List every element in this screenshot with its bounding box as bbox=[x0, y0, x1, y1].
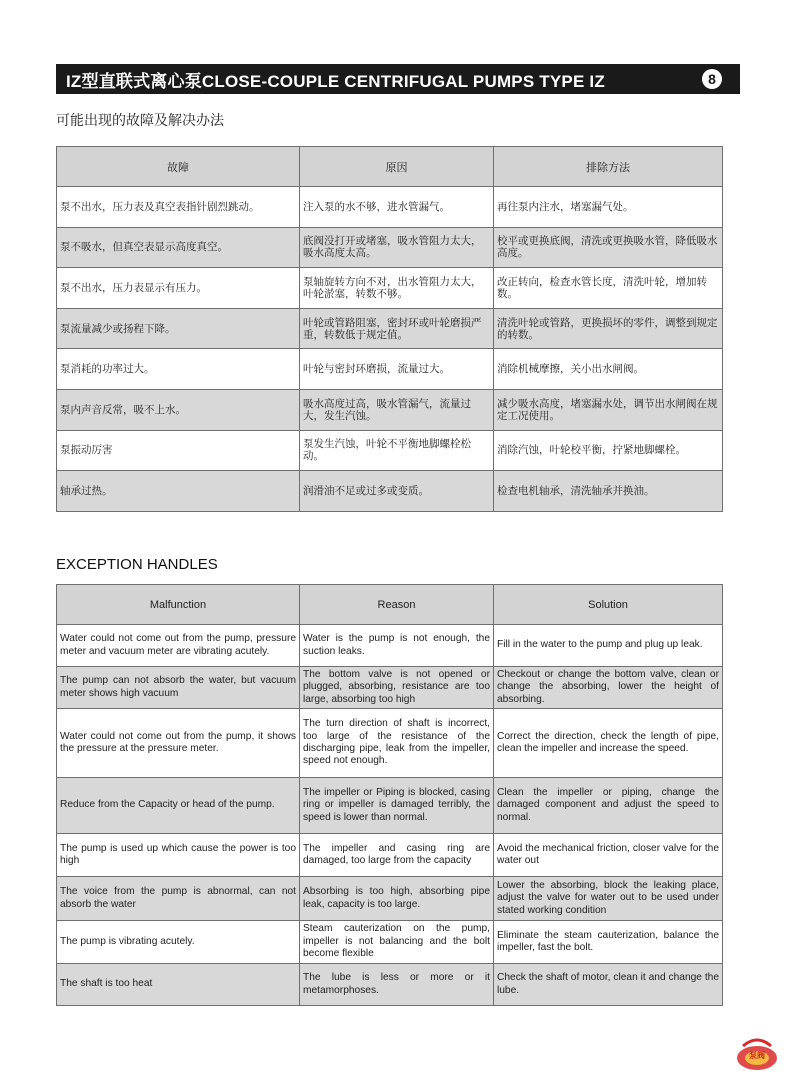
table-row bbox=[57, 964, 723, 1006]
table-row bbox=[57, 921, 723, 964]
fault-table-en bbox=[56, 584, 723, 1006]
table-row bbox=[57, 227, 723, 268]
cell-reason: 底阀没打开或堵塞，吸水管阻力太大，吸水高度太高。 bbox=[300, 227, 494, 268]
cell-malfunction: 泵振动厉害 bbox=[57, 430, 300, 471]
cell-reason: 注入泵的水不够，进水管漏气。 bbox=[300, 187, 494, 228]
cell-solution: 消除汽蚀，叶轮校平衡，拧紧地脚螺栓。 bbox=[494, 430, 723, 471]
table-header-row bbox=[57, 147, 723, 187]
cell-malfunction: 泵消耗的功率过大。 bbox=[57, 349, 300, 390]
table-row bbox=[57, 471, 723, 512]
cell-reason: 泵轴旋转方向不对，出水管阻力太大，叶轮淤塞，转数不够。 bbox=[300, 268, 494, 309]
watermark-logo bbox=[733, 1034, 781, 1072]
cell-malfunction: 泵不吸水，但真空表显示高度真空。 bbox=[57, 227, 300, 268]
table-row bbox=[57, 709, 723, 778]
cell-solution: 改正转向，检查水管长度，清洗叶轮，增加转数。 bbox=[494, 268, 723, 309]
cell-reason: 泵发生汽蚀，叶轮不平衡地脚螺栓松动。 bbox=[300, 430, 494, 471]
fault-table-cn bbox=[56, 146, 723, 512]
cell-solution: 校平或更换底阀，清洗或更换吸水管，降低吸水高度。 bbox=[494, 227, 723, 268]
cell-solution: Checkout or change the bottom valve, clean or change the absorbing, lower the height of absorbing. bbox=[494, 667, 723, 709]
table-row bbox=[57, 389, 723, 430]
cell-malfunction: The shaft is too heat bbox=[57, 964, 300, 1006]
cell-malfunction: 泵不出水，压力表显示有压力。 bbox=[57, 268, 300, 309]
cell-malfunction: The pump is used up which cause the power is too high bbox=[57, 834, 300, 877]
section-title-en: EXCEPTION HANDLES bbox=[56, 556, 218, 573]
cell-reason: 叶轮与密封环磨损，流量过大。 bbox=[300, 349, 494, 390]
cell-reason: The bottom valve is not opened or plugged, absorbing, resistance are too large, absorbing too high bbox=[300, 667, 494, 709]
cell-malfunction: The voice from the pump is abnormal, can not absorb the water bbox=[57, 877, 300, 921]
header-reason: Reason bbox=[300, 585, 494, 625]
cell-malfunction: 轴承过热。 bbox=[57, 471, 300, 512]
page-title: IZ型直联式离心泵CLOSE-COUPLE CENTRIFUGAL PUMPS TYPE IZ bbox=[66, 71, 605, 91]
cell-malfunction: Water could not come out from the pump, it shows the pressure at the pressure meter. bbox=[57, 709, 300, 778]
cell-malfunction: 泵内声音反常，吸不上水。 bbox=[57, 389, 300, 430]
header-reason: 原因 bbox=[300, 147, 494, 187]
cell-malfunction: 泵不出水，压力表及真空表指针剧烈跳动。 bbox=[57, 187, 300, 228]
cell-solution: 消除机械摩擦，关小出水闸阀。 bbox=[494, 349, 723, 390]
cell-solution: 减少吸水高度，堵塞漏水处，调节出水闸阀在规定工况使用。 bbox=[494, 389, 723, 430]
cell-solution: Avoid the mechanical friction, closer valve for the water out bbox=[494, 834, 723, 877]
header-malfunction: Malfunction bbox=[57, 585, 300, 625]
page-number-badge: 8 bbox=[702, 69, 722, 89]
cell-solution: 清洗叶轮或管路，更换损坏的零件，调整到规定的转数。 bbox=[494, 308, 723, 349]
table-row bbox=[57, 834, 723, 877]
cell-reason: 润滑油不足或过多或变质。 bbox=[300, 471, 494, 512]
table-row bbox=[57, 430, 723, 471]
cell-reason: The turn direction of shaft is incorrect, too large of the resistance of the discharging pipe, leak from the impeller, speed not enough. bbox=[300, 709, 494, 778]
table-row bbox=[57, 625, 723, 667]
table-row bbox=[57, 349, 723, 390]
cell-solution: Clean the impeller or piping, change the damaged component and adjust the speed to normal. bbox=[494, 778, 723, 834]
cell-reason: 吸水高度过高，吸水管漏气，流量过大，发生汽蚀。 bbox=[300, 389, 494, 430]
table-row bbox=[57, 667, 723, 709]
table-header-row bbox=[57, 585, 723, 625]
cell-reason: The impeller or Piping is blocked, casing ring or impeller is damaged terribly, the speed is lower than normal. bbox=[300, 778, 494, 834]
cell-reason: Water is the pump is not enough, the suction leaks. bbox=[300, 625, 494, 667]
cell-malfunction: 泵流量减少或扬程下降。 bbox=[57, 308, 300, 349]
cell-solution: 检查电机轴承，清洗轴承并换油。 bbox=[494, 471, 723, 512]
cell-malfunction: Reduce from the Capacity or head of the pump. bbox=[57, 778, 300, 834]
table-row bbox=[57, 187, 723, 228]
cell-solution: Correct the direction, check the length of pipe, clean the impeller and increase the speed. bbox=[494, 709, 723, 778]
section-title-cn: 可能出现的故障及解决办法 bbox=[56, 113, 224, 129]
cell-solution: Lower the absorbing, block the leaking place, adjust the valve for water out to be used under stated working condition bbox=[494, 877, 723, 921]
cell-reason: Steam cauterization on the pump, impeller is not balancing and the bolt become flexible bbox=[300, 921, 494, 964]
cell-solution: Check the shaft of motor, clean it and change the lube. bbox=[494, 964, 723, 1006]
cell-malfunction: The pump can not absorb the water, but vacuum meter shows high vacuum bbox=[57, 667, 300, 709]
table-row bbox=[57, 268, 723, 309]
logo-text: 泵阀 bbox=[749, 1051, 765, 1060]
cell-solution: 再往泵内注水，堵塞漏气处。 bbox=[494, 187, 723, 228]
cell-solution: Eliminate the steam cauterization, balance the impeller, fast the bolt. bbox=[494, 921, 723, 964]
table-row bbox=[57, 877, 723, 921]
header-malfunction: 故障 bbox=[57, 147, 300, 187]
cell-malfunction: Water could not come out from the pump, pressure meter and vacuum meter are vibrating acutely. bbox=[57, 625, 300, 667]
cell-malfunction: The pump is vibrating acutely. bbox=[57, 921, 300, 964]
cell-reason: Absorbing is too high, absorbing pipe leak, capacity is too large. bbox=[300, 877, 494, 921]
table-row bbox=[57, 308, 723, 349]
table-row bbox=[57, 778, 723, 834]
header-solution: Solution bbox=[494, 585, 723, 625]
cell-reason: 叶轮或管路阻塞，密封环或叶轮磨损严重，转数低于规定值。 bbox=[300, 308, 494, 349]
header-solution: 排除方法 bbox=[494, 147, 723, 187]
cell-reason: The lube is less or more or it metamorphoses. bbox=[300, 964, 494, 1006]
header-bar bbox=[56, 64, 740, 94]
cell-reason: The impeller and casing ring are damaged, too large from the capacity bbox=[300, 834, 494, 877]
cell-solution: Fill in the water to the pump and plug up leak. bbox=[494, 625, 723, 667]
